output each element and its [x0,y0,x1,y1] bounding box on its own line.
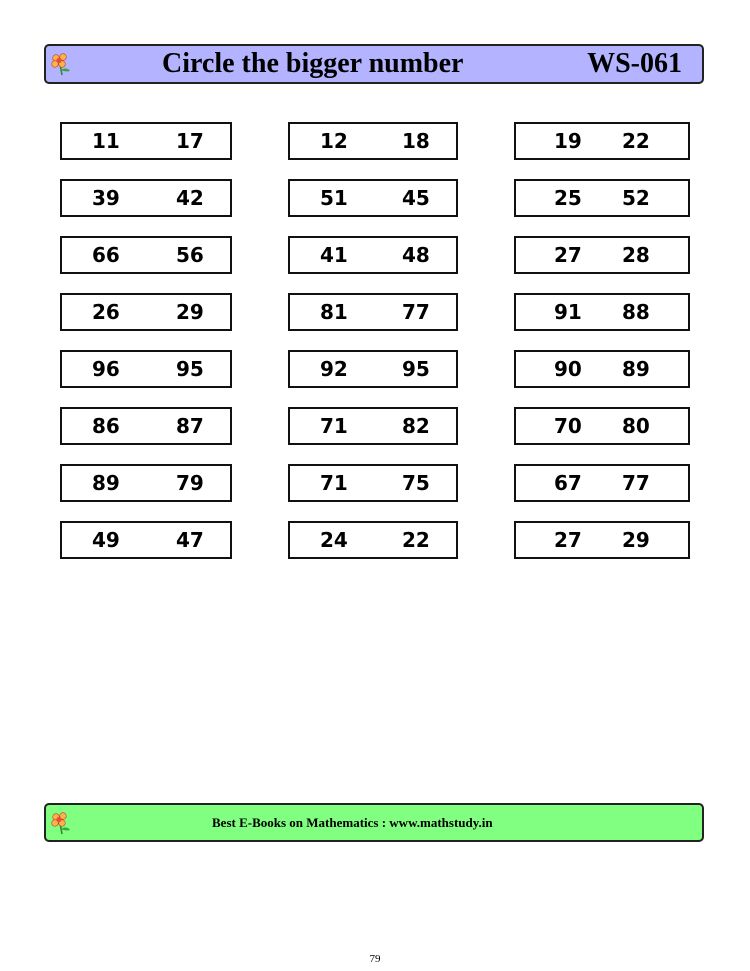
number-pair-box [288,122,458,160]
first-number[interactable]: 39 [92,186,120,210]
number-pair-box [60,521,232,559]
second-number[interactable]: 88 [622,300,650,324]
first-number[interactable]: 71 [320,471,348,495]
number-pair-box [514,407,690,445]
first-number[interactable]: 49 [92,528,120,552]
second-number[interactable]: 29 [622,528,650,552]
first-number[interactable]: 71 [320,414,348,438]
second-number[interactable]: 95 [402,357,430,381]
first-number[interactable]: 41 [320,243,348,267]
second-number[interactable]: 45 [402,186,430,210]
first-number[interactable]: 67 [554,471,582,495]
second-number[interactable]: 22 [622,129,650,153]
worksheet-code: WS-061 [587,48,682,79]
number-pair-box [288,350,458,388]
first-number[interactable]: 11 [92,129,120,153]
second-number[interactable]: 56 [176,243,204,267]
number-pair-box [514,236,690,274]
first-number[interactable]: 86 [92,414,120,438]
first-number[interactable]: 90 [554,357,582,381]
footer-banner [44,803,704,842]
first-number[interactable]: 12 [320,129,348,153]
number-pair-box [514,293,690,331]
first-number[interactable]: 96 [92,357,120,381]
second-number[interactable]: 77 [402,300,430,324]
second-number[interactable]: 18 [402,129,430,153]
second-number[interactable]: 75 [402,471,430,495]
first-number[interactable]: 25 [554,186,582,210]
first-number[interactable]: 27 [554,243,582,267]
number-pair-box [288,464,458,502]
second-number[interactable]: 77 [622,471,650,495]
number-pair-box [514,122,690,160]
first-number[interactable]: 51 [320,186,348,210]
number-pair-box [288,179,458,217]
number-pair-box [514,464,690,502]
number-pair-box [288,236,458,274]
second-number[interactable]: 28 [622,243,650,267]
second-number[interactable]: 52 [622,186,650,210]
first-number[interactable]: 91 [554,300,582,324]
first-number[interactable]: 19 [554,129,582,153]
number-pair-box [60,122,232,160]
second-number[interactable]: 17 [176,129,204,153]
second-number[interactable]: 22 [402,528,430,552]
number-pair-box [514,179,690,217]
first-number[interactable]: 70 [554,414,582,438]
second-number[interactable]: 82 [402,414,430,438]
number-pair-box [60,464,232,502]
footer-text: Best E-Books on Mathematics : www.mathstudy.in [212,814,493,830]
first-number[interactable]: 66 [92,243,120,267]
number-pair-box [60,236,232,274]
second-number[interactable]: 79 [176,471,204,495]
second-number[interactable]: 89 [622,357,650,381]
first-number[interactable]: 27 [554,528,582,552]
first-number[interactable]: 26 [92,300,120,324]
first-number[interactable]: 89 [92,471,120,495]
first-number[interactable]: 92 [320,357,348,381]
number-pair-box [60,179,232,217]
second-number[interactable]: 80 [622,414,650,438]
second-number[interactable]: 29 [176,300,204,324]
first-number[interactable]: 24 [320,528,348,552]
number-pair-box [288,521,458,559]
page-number: 79 [369,953,381,965]
number-pair-box [288,293,458,331]
worksheet-title: Circle the bigger number [162,48,464,79]
number-pair-box [60,407,232,445]
flower-icon [50,811,72,835]
second-number[interactable]: 42 [176,186,204,210]
second-number[interactable]: 47 [176,528,204,552]
number-pair-box [60,293,232,331]
second-number[interactable]: 48 [402,243,430,267]
number-pair-box [288,407,458,445]
number-pair-box [60,350,232,388]
second-number[interactable]: 87 [176,414,204,438]
number-pair-box [514,350,690,388]
number-pair-box [514,521,690,559]
first-number[interactable]: 81 [320,300,348,324]
second-number[interactable]: 95 [176,357,204,381]
